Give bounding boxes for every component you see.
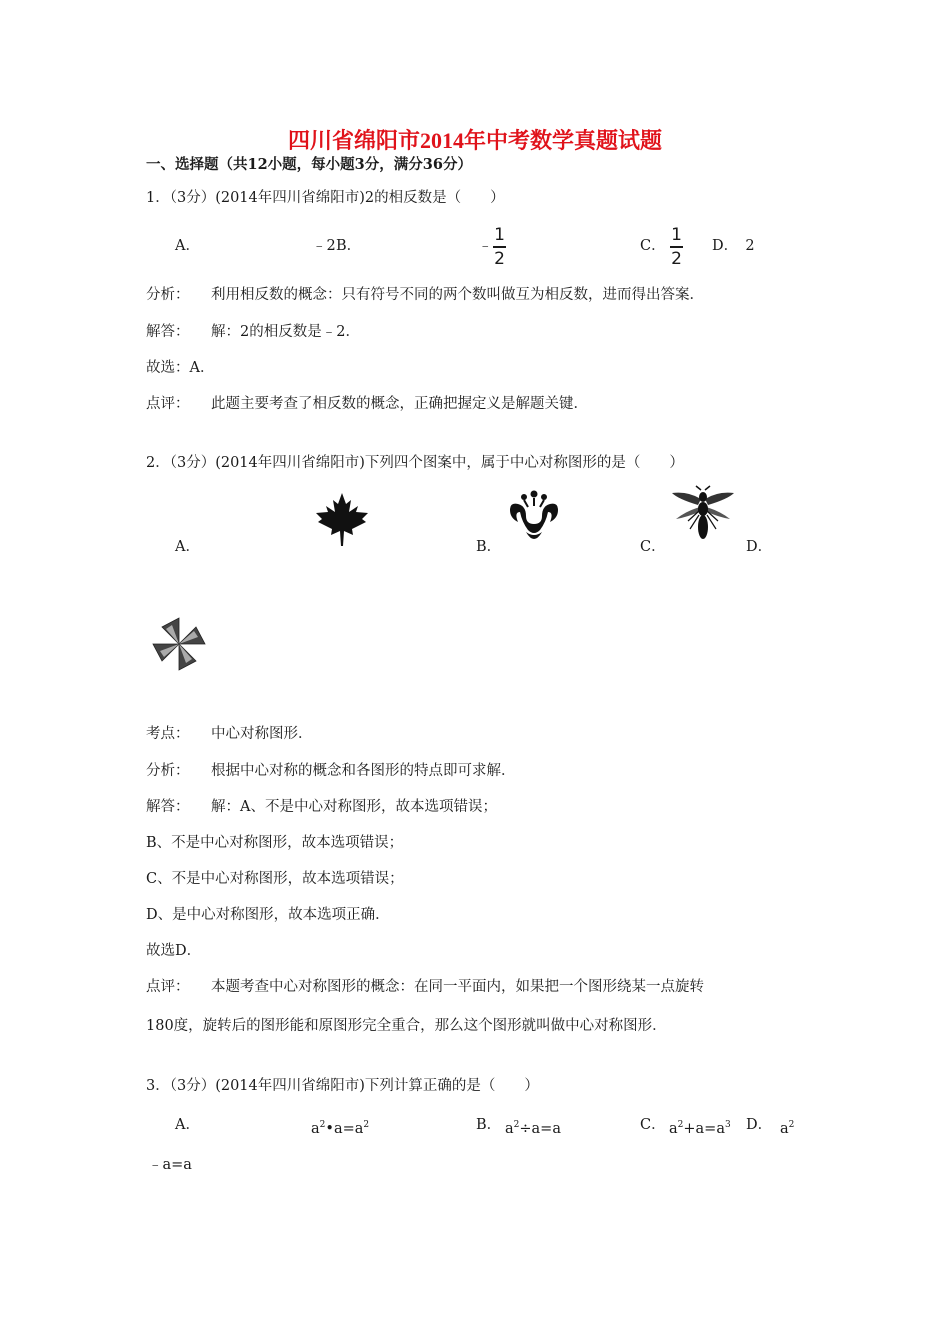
q1-choice: 故选：A．: [146, 360, 215, 376]
q3-option-a-expression: [311, 1115, 369, 1139]
q2-analysis-label: 分析：: [146, 763, 190, 779]
fraction-bar: [493, 246, 506, 248]
q1-option-a-label: A．: [175, 238, 200, 254]
pinwheel-figure: [148, 615, 210, 673]
q2-solution-a: 解：A、不是中心对称图形，故本选项错误；: [211, 799, 497, 815]
expr-exponent: 3: [724, 1120, 731, 1130]
q1-option-d: D． 2: [712, 238, 755, 254]
maple-leaf-figure: [312, 491, 372, 547]
q2-point-label: 考点：: [146, 726, 190, 742]
q2-point: 中心对称图形．: [211, 726, 313, 742]
insect-figure: [668, 485, 738, 547]
q1-option-b-label: B．: [336, 238, 362, 254]
q3-option-d-expression: [780, 1115, 794, 1139]
expr-base: a: [780, 1121, 789, 1137]
expr-exponent: 2: [677, 1120, 684, 1130]
q2-comment-line2: 180度，旋转后的图形能和原图形完全重合，那么这个图形就叫做中心对称图形．: [146, 1018, 667, 1034]
q1-comment-label: 点评：: [146, 396, 190, 412]
q2-solution-c: C、不是中心对称图形，故本选项错误；: [146, 871, 404, 887]
expr-rest: +a=a: [683, 1121, 725, 1137]
expr-exponent: 2: [788, 1120, 795, 1130]
expr-base: a: [311, 1121, 320, 1137]
page-title: 四川省绵阳市2014年中考数学真题试题: [287, 128, 662, 153]
floral-ornament-figure: [504, 488, 564, 548]
q2-solution-b: B、不是中心对称图形，故本选项错误；: [146, 835, 404, 851]
q2-option-a-label: A．: [175, 539, 200, 555]
fraction-numerator: 1: [494, 225, 505, 245]
q1-option-b-sign: ﹣: [478, 238, 493, 254]
expr-exponent: 2: [513, 1120, 520, 1130]
expr-base: a: [669, 1121, 678, 1137]
q3-option-c-expression: [669, 1115, 731, 1139]
q3-option-b-expression: [505, 1115, 561, 1139]
q2-stem: 2．（3分）(2014年四川省绵阳市)下列四个图案中，属于中心对称图形的是（ ）: [146, 455, 684, 471]
fraction-bar: [670, 246, 683, 248]
q1-option-c-label: C．: [640, 238, 666, 254]
q1-analysis: 利用相反数的概念：只有符号不同的两个数叫做互为相反数，进而得出答案．: [211, 287, 704, 303]
q2-choice: 故选D．: [146, 943, 202, 959]
q2-option-d-label: D．: [746, 539, 773, 555]
expr-exponent: 2: [319, 1120, 326, 1130]
q1-option-c-fraction: [670, 226, 683, 268]
q1-option-b-fraction: [493, 226, 506, 268]
q3-option-b-label: B．: [476, 1117, 502, 1133]
q1-option-a-value: ﹣2: [312, 238, 336, 254]
expr-rest: ÷a=a: [519, 1121, 561, 1137]
q1-solution-label: 解答：: [146, 324, 190, 340]
q3-option-d-continuation: ﹣a=a: [148, 1157, 192, 1173]
q2-analysis: 根据中心对称的概念和各图形的特点即可求解．: [211, 763, 516, 779]
q2-comment-label: 点评：: [146, 979, 190, 995]
q3-option-c-label: C．: [640, 1117, 666, 1133]
q1-analysis-label: 分析：: [146, 287, 190, 303]
expr-base: a: [505, 1121, 514, 1137]
fraction-denominator: 2: [671, 248, 682, 269]
q3-option-a-label: A．: [175, 1117, 200, 1133]
fraction-numerator: 1: [671, 225, 682, 245]
section-heading: 一、选择题（共12小题，每小题3分，满分36分）: [146, 156, 472, 173]
q2-solution-d: D、是中心对称图形，故本选项正确．: [146, 907, 390, 923]
q2-solution-label: 解答：: [146, 799, 190, 815]
q1-solution: 解：2的相反数是﹣2．: [211, 324, 360, 340]
expr-rest: •a=a: [325, 1121, 364, 1137]
q1-comment: 此题主要考查了相反数的概念，正确把握定义是解题关键．: [211, 396, 588, 412]
expr-exponent: 2: [363, 1120, 370, 1130]
q2-option-b-label: B．: [476, 539, 502, 555]
q2-comment-line1: 本题考查中心对称图形的概念：在同一平面内，如果把一个图形绕某一点旋转: [211, 979, 704, 995]
q3-stem: 3．（3分）(2014年四川省绵阳市)下列计算正确的是（ ）: [146, 1078, 539, 1094]
q1-stem: 1．（3分）(2014年四川省绵阳市)2的相反数是（ ）: [146, 190, 505, 206]
q2-option-c-label: C．: [640, 539, 666, 555]
q3-option-d-label: D．: [746, 1117, 773, 1133]
fraction-denominator: 2: [494, 248, 505, 269]
